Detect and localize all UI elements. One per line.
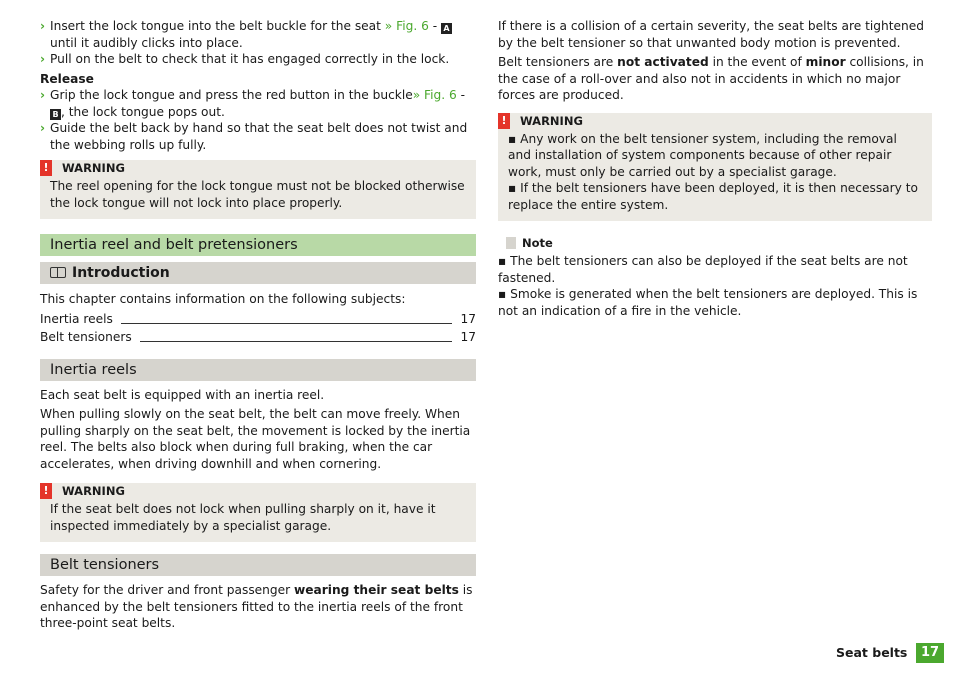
left-column [40, 18, 476, 632]
toc-list [40, 310, 476, 346]
page-number: 17 [916, 643, 944, 663]
note-box [498, 235, 932, 319]
warning-box [498, 113, 932, 222]
step-insert-tongue: › Insert the lock tongue into the belt buckle for the seat » Fig. 6 - A until it audibly clicks into place. [40, 18, 476, 51]
toc-item[interactable]: Inertia reels 17 [40, 312, 476, 326]
warning-text: If the seat belt does not lock when pulling sharply on it, have it inspected immediately by a specialist garage. [50, 502, 436, 533]
fig-link[interactable]: » Fig. 6 [384, 19, 429, 33]
warning-box [40, 160, 476, 219]
toc-leader [140, 341, 453, 342]
step-press-button: › Grip the lock tongue and press the red button in the buckle» Fig. 6 - B , the lock tongue pops out. [40, 88, 466, 119]
warning-header: ! WARNING [40, 483, 466, 499]
chevron-right-icon: › [40, 19, 46, 33]
warning-icon: ! [40, 483, 52, 499]
warning-box [40, 483, 476, 542]
note-item: ▪ Smoke is generated when the belt tensioners are deployed. This is not an indication of a fire in the vehicle. [498, 287, 918, 318]
release-heading: Release [40, 71, 94, 86]
note-header: Note [498, 235, 932, 251]
toc-leader [121, 323, 453, 324]
warning-header: ! WARNING [40, 160, 466, 176]
warning-text: The reel opening for the lock tongue must not be blocked otherwise the lock tongue will not lock into place properly. [50, 179, 465, 210]
warning-item: ▪ If the belt tensioners have been deployed, it is then necessary to replace the entire system. [508, 181, 918, 212]
tensioners-heading: Belt tensioners [40, 554, 476, 576]
warning-header: ! WARNING [498, 113, 922, 129]
inertia-heading: Inertia reels [40, 359, 476, 381]
chevron-right-icon: › [40, 52, 46, 66]
note-icon [506, 237, 516, 249]
note-item: ▪ The belt tensioners can also be deployed if the seat belts are not fastened. [498, 254, 908, 285]
right-p2: Belt tensioners are not activated in the event of minor collisions, in the case of a roll-over and also not in accidents in which no major forces are produced. [498, 55, 924, 102]
page-footer [836, 643, 940, 663]
toc-item[interactable]: Belt tensioners 17 [40, 330, 476, 344]
key-a-icon: A [441, 23, 452, 34]
warning-icon: ! [40, 160, 52, 176]
chevron-right-icon: › [40, 121, 46, 135]
right-p1: If there is a collision of a certain severity, the seat belts are tightened by the belt tensioner so that unwanted body motion is prevented. [498, 19, 924, 50]
key-b-icon: B [50, 109, 61, 120]
intro-heading: Introduction [40, 262, 476, 284]
inertia-p1: Each seat belt is equipped with an inertia reel. [40, 387, 325, 402]
step-pull-belt: › Pull on the belt to check that it has engaged correctly in the lock. [40, 52, 450, 66]
tensioners-text: Safety for the driver and front passenger wearing their seat belts is enhanced by the belt tensioners fitted to the inertia reels of the front three-point seat belts. [40, 583, 473, 630]
inertia-p2: When pulling slowly on the seat belt, the belt can move freely. When pulling sharply on the seat belt, the movement is locked by the inertia reel. The belts also block when during full braking, when the car accelerates, when driving downhill and when cornering. [40, 407, 471, 471]
step-guide-belt: › Guide the belt back by hand so that the seat belt does not twist and the webbing rolls up fully. [40, 121, 468, 152]
warning-item: ▪ Any work on the belt tensioner system, including the removal and installation of system components because of other repair work, must only be carried out by a specialist garage. [508, 131, 897, 179]
warning-icon: ! [498, 113, 510, 129]
chevron-right-icon: › [40, 88, 46, 102]
section-heading: Inertia reel and belt pretensioners [40, 234, 476, 256]
book-icon [50, 267, 66, 278]
right-column [498, 18, 932, 319]
intro-text: This chapter contains information on the following subjects: [40, 292, 406, 306]
footer-title: Seat belts [836, 645, 908, 660]
fig-link[interactable]: » Fig. 6 [412, 88, 457, 102]
